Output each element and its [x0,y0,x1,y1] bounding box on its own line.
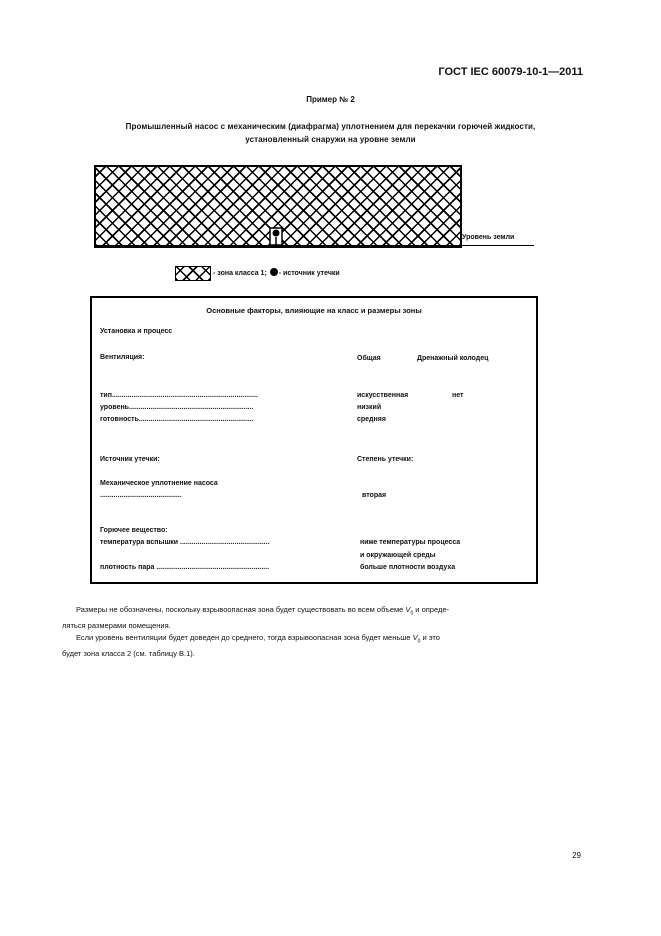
flammable-label: Горючее вещество: [100,527,168,534]
leak-source-label: Источник утечки: [100,456,160,463]
example-heading: Пример № 2 [306,95,355,104]
leak-grade-label: Степень утечки: [357,456,414,463]
pump-seal-grade: вторая [362,492,387,499]
ground-level-label: Уровень земли [462,234,515,241]
pump-seal-label: Механическое уплотнение насоса [100,480,218,487]
ventilation-label: Вентиляция: [100,354,145,361]
column-general: Общая [357,355,381,362]
flash-point-value-1: ниже температуры процесса [360,539,461,546]
type-row: тип........................................................................... [100,392,258,399]
pump-icon [266,224,286,248]
column-drain: Дренажный колодец [417,355,489,362]
standard-code: ГОСТ IEC 60079-10-1—2011 [438,66,583,78]
factors-table [90,296,538,584]
legend-zone-swatch [175,266,211,281]
pump-seal-dots: .......................................... [100,492,182,499]
availability-row: готовность........................................................... [100,416,254,423]
paragraph-2: Если уровень вентиляции будет доведен до среднего, тогда взрывоопасная зона будет меньше $V_0$ и это будет зона класса 2 (см. таблицу В.1). [62,633,440,658]
vapour-density-value: больше плотности воздуха [360,564,456,571]
page-number: 29 [572,851,581,860]
level-value: низкий [357,404,382,411]
legend-source-label: - источник утечки [278,270,340,277]
flash-point-value-2: и окружающей среды [360,552,436,559]
type-drain-value: нет [452,392,464,399]
type-general-value: искусственная [357,392,409,399]
installation-label: Установка и процесс [100,328,173,335]
table-title: Основные факторы, влияющие на класс и размеры зоны [206,306,422,315]
subtitle-line-2: установленный снаружи на уровне земли [245,135,416,144]
example-subtitle [40,120,621,146]
ground-line [94,245,534,246]
flash-point-row: температура вспышки .............................................. [100,539,270,546]
legend-zone-label: - зона класса 1; [213,270,267,277]
level-row: уровень................................................................ [100,404,254,411]
availability-value: средняя [357,416,386,423]
legend [213,268,340,277]
paragraph-1: Размеры не обозначены, поскольку взрывоопасная зона будет существовать во всем объеме $V_0$ и опреде- ляться размерами помещения. [62,605,450,630]
subtitle-line-1: Промышленный насос с механическим (диафрагма) уплотнением для перекачки горючей жидкости, [125,122,536,131]
leak-source-icon [270,268,278,276]
vapour-density-row: плотность пара .......................................................... [100,564,270,571]
